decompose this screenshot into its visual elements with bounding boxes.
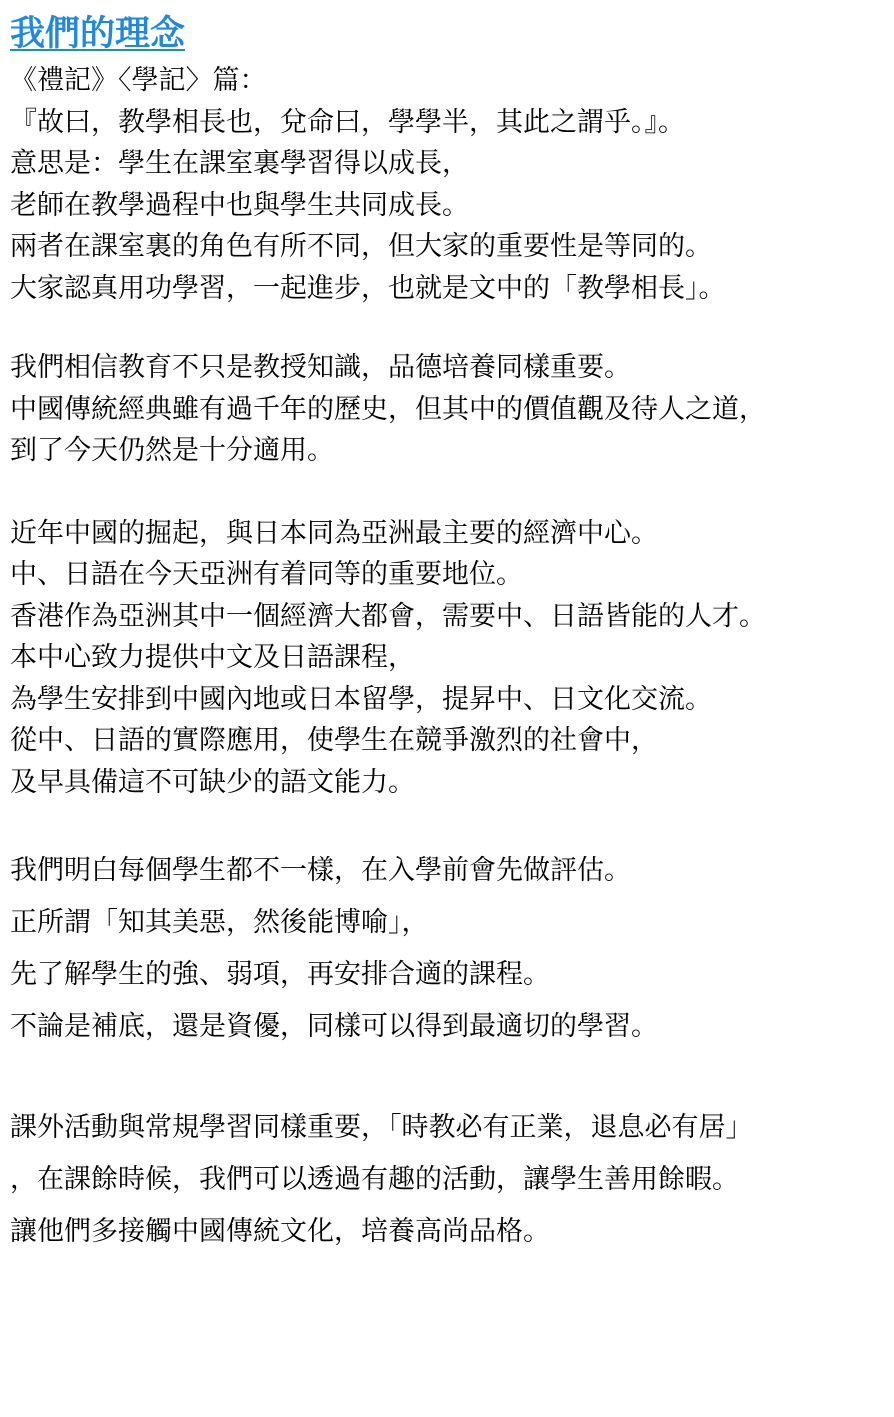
paragraph-line: 我們相信教育不只是教授知識，品德培養同樣重要。 [10,352,631,383]
page-title-link[interactable]: 我們的理念 [10,14,186,54]
section-moral-education [10,347,892,472]
paragraph-line: 老師在教學過程中也與學生共同成長。 [10,189,469,221]
philosophy-page [10,8,892,1258]
paragraph-line: 課外活動與常規學習同樣重要，「時教必有正業，退息必有居」 [10,1112,753,1143]
paragraph-line: 近年中國的掘起，與日本同為亞洲最主要的經濟中心。 [10,517,658,549]
paragraph-line: 正所謂「知其美惡，然後能博喻」， [10,907,429,938]
paragraph-line: 兩者在課室裏的角色有所不同，但大家的重要性是等同的。 [10,231,712,262]
section-teaching-learning [10,60,892,309]
paragraph-line: 中、日語在今天亞洲有着同等的重要地位。 [10,559,523,590]
paragraph-line: 本中心致力提供中文及日語課程， [10,642,415,673]
paragraph-line: 意思是：學生在課室裏學習得以成長， [10,148,469,179]
paragraph-line: ，在課餘時候，我們可以透過有趣的活動，讓學生善用餘暇。 [10,1164,739,1195]
section-activities [10,1102,892,1258]
paragraph-line: 中國傳統經典雖有過千年的歷史，但其中的價值觀及待人之道， [10,393,766,425]
paragraph-line: 讓他們多接觸中國傳統文化，培養高尚品格。 [10,1216,550,1247]
paragraph-line: 『故曰，教學相長也，兌命曰，學學半，其此之謂乎。』。 [10,106,685,138]
paragraph-line: 先了解學生的強、弱項，再安排合適的課程。 [10,959,550,990]
paragraph-line: 不論是補底，還是資優，同樣可以得到最適切的學習。 [10,1011,658,1042]
paragraph-line: 從中、日語的實際應用，使學生在競爭激烈的社會中， [10,725,658,756]
paragraph-line: 為學生安排到中國內地或日本留學，提昇中、日文化交流。 [10,683,712,715]
paragraph-line: 我們明白每個學生都不一樣，在入學前會先做評估。 [10,855,631,886]
paragraph-line: 到了今天仍然是十分適用。 [10,435,334,466]
paragraph-line: 香港作為亞洲其中一個經濟大都會，需要中、日語皆能的人才。 [10,600,766,632]
paragraph-line: 及早具備這不可缺少的語文能力。 [10,766,415,798]
paragraph-line: 《禮記》〈學記〉篇： [10,65,267,96]
section-language-courses [10,513,892,804]
section-assessment [10,845,892,1053]
paragraph-line: 大家認真用功學習，一起進步，也就是文中的「教學相長」。 [10,272,726,304]
